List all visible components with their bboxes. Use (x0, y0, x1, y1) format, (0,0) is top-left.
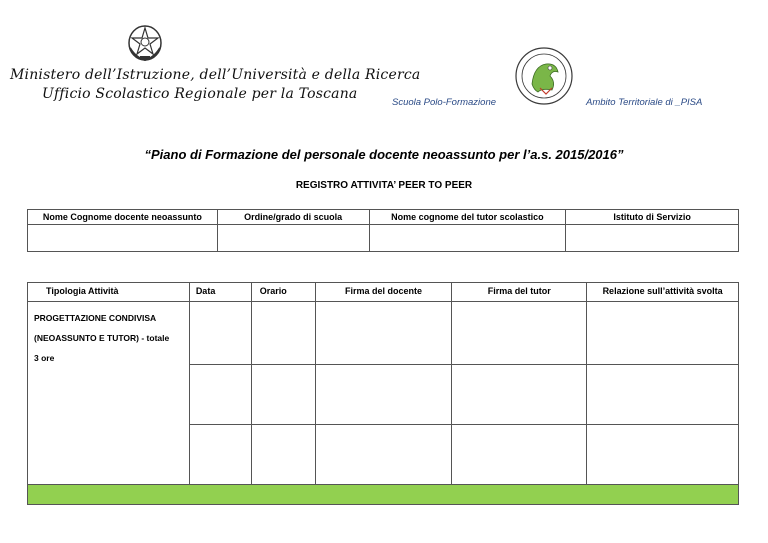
header-tutor-name: Nome cognome del tutor scolastico (369, 210, 566, 225)
info-table-row (28, 225, 739, 252)
tipologia-line3: 3 ore (34, 353, 55, 363)
header-data: Data (189, 283, 251, 302)
relazione-cell[interactable] (587, 302, 739, 365)
ministry-name: Ministero dell’Istruzione, dell’Università e della Ricerca (10, 67, 421, 83)
school-seal-logo-icon (512, 44, 576, 108)
orario-cell[interactable] (251, 425, 315, 485)
header-school-grade: Ordine/grado di scuola (217, 210, 369, 225)
relazione-cell[interactable] (587, 365, 739, 425)
firma-docente-cell[interactable] (315, 365, 452, 425)
tipologia-line1: PROGETTAZIONE CONDIVISA (34, 313, 157, 323)
green-footer-bar (28, 485, 739, 505)
data-cell[interactable] (189, 425, 251, 485)
tutor-name-cell[interactable] (369, 225, 566, 252)
table-row (28, 302, 739, 365)
table-footer-row (28, 485, 739, 505)
ministry-heading (10, 66, 420, 104)
activity-table (27, 282, 739, 505)
header-firma-docente: Firma del docente (315, 283, 452, 302)
istituto-cell[interactable] (566, 225, 739, 252)
tipologia-cell (28, 302, 190, 485)
firma-tutor-cell[interactable] (452, 425, 587, 485)
data-cell[interactable] (189, 302, 251, 365)
polo-label: Scuola Polo-Formazione (392, 97, 497, 108)
header-istituto: Istituto di Servizio (566, 210, 739, 225)
header-docente-name: Nome Cognome docente neoassunto (28, 210, 218, 225)
docente-name-cell[interactable] (28, 225, 218, 252)
ambito-label: Ambito Territoriale di _PISA (586, 97, 703, 108)
firma-tutor-cell[interactable] (452, 365, 587, 425)
header-relazione: Relazione sull’attività svolta (587, 283, 739, 302)
page-subtitle: REGISTRO ATTIVITA’ PEER TO PEER (295, 180, 473, 191)
orario-cell[interactable] (251, 302, 315, 365)
school-grade-cell[interactable] (217, 225, 369, 252)
firma-tutor-cell[interactable] (452, 302, 587, 365)
orario-cell[interactable] (251, 365, 315, 425)
page-title: “Piano di Formazione del personale docente neoassunto per l’a.s. 2015/2016” (144, 147, 624, 162)
data-cell[interactable] (189, 365, 251, 425)
header-tipologia: Tipologia Attività (28, 283, 190, 302)
info-table-header-row (28, 210, 739, 225)
header-orario: Orario (251, 283, 315, 302)
info-table (27, 209, 739, 252)
regional-office-name: Ufficio Scolastico Regionale per la Toscana (42, 86, 358, 102)
activity-table-header-row (28, 283, 739, 302)
firma-docente-cell[interactable] (315, 302, 452, 365)
relazione-cell[interactable] (587, 425, 739, 485)
tipologia-line2: (NEOASSUNTO E TUTOR) - totale (34, 333, 170, 343)
header-firma-tutor: Firma del tutor (452, 283, 587, 302)
italian-republic-emblem-icon (126, 22, 164, 64)
firma-docente-cell[interactable] (315, 425, 452, 485)
